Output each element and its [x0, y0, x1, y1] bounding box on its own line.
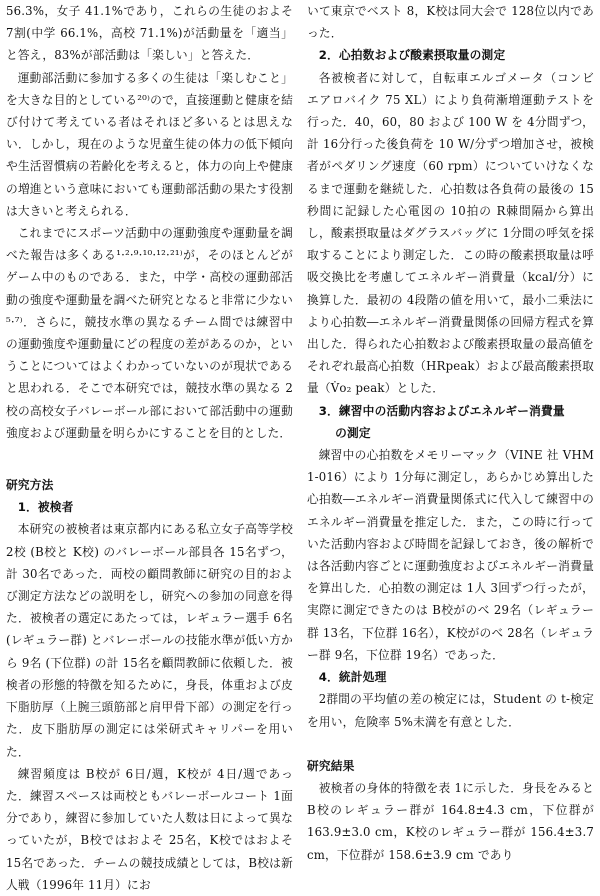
paragraph-practice-measurement: 練習中の心拍数をメモリーマック（VINE 社 VHM 1-016）により 1分毎に測定し，あらかじめ算出した心拍数―エネルギー消費量関係式に代入して練習中のエネルギー消費量を推定した．また，この時に行っていた活動内容および時間を記録しておき，後の解析では各活動内容ごとに運動強度およびエネルギー消費量を算出した．心拍数の測定は 1人 3回ずつ行ったが，実際に測定できたのは B校がのべ 29名（レギュラー群 13名，下位群 16名），K校がのべ 28名（レギュラー群 9名，下位群 19名）であった． — [307, 448, 594, 662]
paragraph-intro-stats: 56.3%，女子 41.1%であり，これらの生徒のおよそ 7割(中学 66.1%，高校 71.1%)が活動量を「適当」と答え，83%が部活動は「楽しい」と答えた． — [6, 4, 293, 63]
paragraph-statistics: 2群間の平均値の差の検定には，Student の t-検定を用い，危険率 5%未満を有意とした． — [307, 692, 594, 729]
paragraph-results-physical: 被検者の身体的特徴を表 1に示した．身長をみると B校のレギュラー群が 164.8±4.3 cm，下位群が 163.9±3.0 cm，K校のレギュラー群が 156.4±3.7 cm，下位群が 158.6±3.9 cm であり — [307, 780, 594, 862]
right-column — [307, 0, 594, 862]
paragraph-subjects: 本研究の被検者は東京都内にある私立女子高等学校 2校 (B校と K校) のバレーボール部員各 15名ずつ，計 30名であった．両校の顧問教師に研究の目的および測定方法などの説明をし，研究への参加の同意を得た．被検者の選定にあたっては，レギュラー選手 6名(レギュラー群) とバレーボールの技能水準が低い方から 9名 (下位群) の計 15名を顧問教師に依頼した．被検者の形態的特徴を知るために，身長，体重および皮下脂肪厚（上腕三頭筋部と肩甲骨下部）の測定を行った．皮下脂肪厚の測定には栄研式キャリパーを用いた． — [6, 522, 293, 759]
paragraph-practice-frequency: 練習頻度は B校が 6日/週，K校が 4日/週であった．練習スペースは両校ともバレーボールコート 1面分であり，練習に参加していた人数は日によって異なっていたが，B校ではおよそ 25名，K校ではおよそ 15名であった．チームの競技成績としては，B校は新人戦（1996年 11月）にお — [6, 766, 293, 892]
section-heading-methods: 研究方法 — [6, 478, 54, 493]
paragraph-ergometer-test: 各被検者に対して，自転車エルゴメータ（コンビ エアロバイク 75 XL）により負荷漸増運動テストを行った．40，60，80 および 100 W を 4分間ずつ，計 16分行った後負荷を 10 W/分ずつ増加させ，被検者がペダリング速度（60 rpm）についていけなくなるまで運動を継続した．心拍数は各負荷の最後の 15秒間に記録した心電図の 10拍の R棘間隔から算出し，酸素摂取量はダグラスバッグに 1分間の呼気を採取することにより測定した．この時の酸素摂取量は呼吸交換比を考慮してエネルギー消費量（kcal/分）に換算した．最初の 4段階の値を用いて，最小二乗法により心拍数―エネルギー消費量関係の回帰方程式を算出した．得られた心拍数および酸素摂取量の最高値をそれぞれ最高心拍数（HRpeak）および最高酸素摂取量（V̇o₂ peak）とした． — [307, 70, 594, 396]
section-heading-results: 研究結果 — [307, 758, 355, 773]
paragraph-club-purpose: 運動部活動に参加する多くの生徒は「楽しむこと」を大きな目的としている²⁰⁾ので，直接運動と健康を結び付けて考えている者はそれほど多いるとは思えない．しかし，現在のような児童生徒の体力の低下傾向や生活習慣病の若齢化を考えると，体力の向上や健康の増進という意味においても運動部活動の果たす役割は大きいと考えられる． — [6, 70, 293, 218]
spacer — [6, 444, 293, 474]
paragraph-previous-studies: これまでにスポーツ活動中の運動強度や運動量を調べた報告は多くある¹·²·⁹·¹⁰·¹²·²¹⁾が，そのほとんどがゲーム中のものである．また，中学・高校の運動部活動の強度や運動量を調べた研究となると非常に少ない⁵·⁷⁾．さらに，競技水準の異なるチーム間では練習中の運動強度や運動量にどの程度の差があるのか，ということについてはよくわかっていないのが現状であると思われる．そこで本研究では，競技水準の異なる 2校の高校女子バレーボール部において部活動中の運動強度および運動量を明らかにすることを目的とした． — [6, 226, 293, 440]
subheading-subjects: 1．被検者 — [17, 500, 74, 515]
left-column — [6, 0, 293, 892]
subheading-heart-rate-oxygen: 2．心拍数および酸素摂取量の測定 — [318, 48, 506, 63]
subheading-practice-activity-cont: の測定 — [335, 425, 371, 440]
paragraph-competition-results: いて東京でベスト 8，K校は同大会で 128位以内であった． — [307, 4, 594, 41]
subheading-statistics: 4．統計処理 — [318, 670, 387, 685]
subheading-practice-activity: 3．練習中の活動内容およびエネルギー消費量 — [318, 403, 565, 418]
spacer — [307, 733, 594, 755]
